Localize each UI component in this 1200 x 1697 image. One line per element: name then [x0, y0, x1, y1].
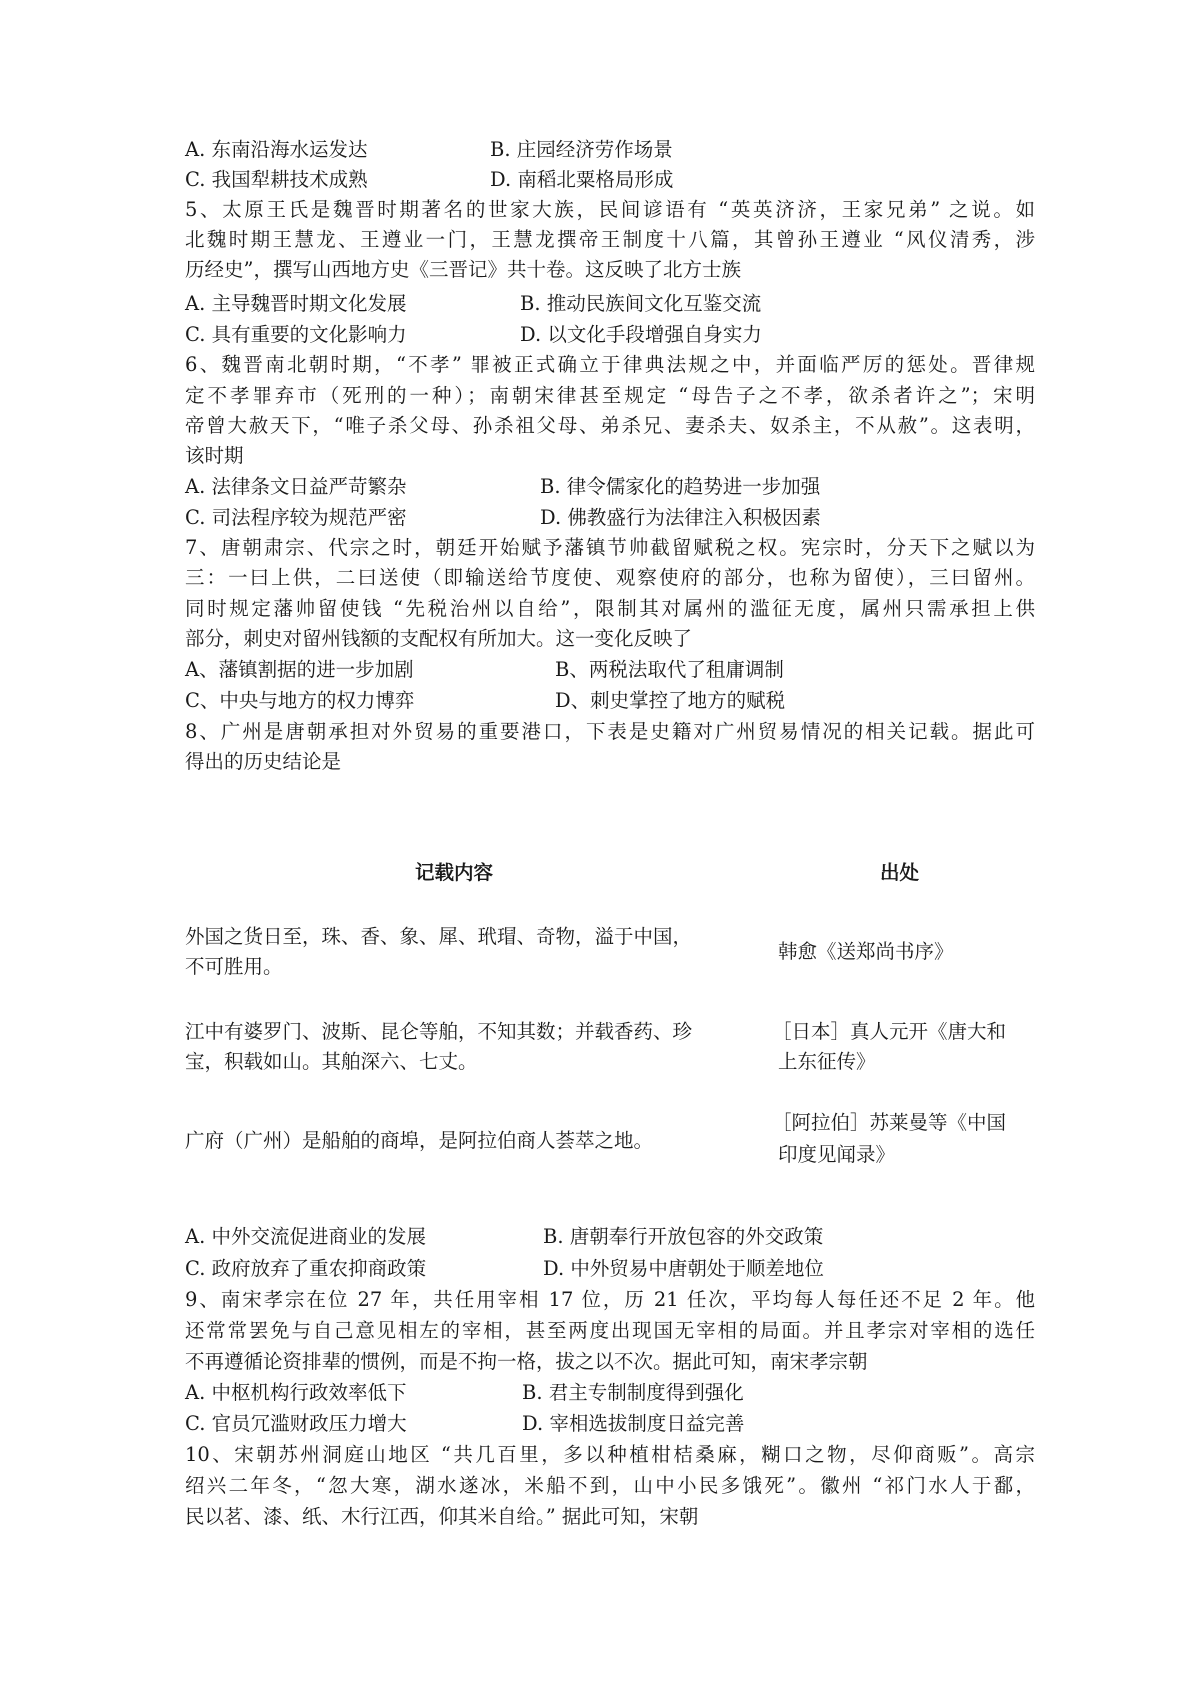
question-stem-line: 还常常罢免与自己意见相左的宰相，甚至两度出现国无宰相的局面。并且孝宗对宰相的选任 — [185, 1319, 1035, 1342]
question-stem-line: 7、唐朝肃宗、代宗之时，朝廷开始赋予藩镇节帅截留赋税之权。宪宗时，分天下之赋以为 — [185, 536, 1035, 559]
question-stem-line: 5、太原王氏是魏晋时期著名的世家大族，民间谚语有 “英英济济，王家兄弟” 之说。如 — [185, 198, 1035, 221]
option-c[interactable]: C. 我国犁耕技术成熟 — [185, 168, 368, 191]
record-content-line: 江中有婆罗门、波斯、昆仑等舶，不知其数；并载香药、珍 — [185, 1020, 693, 1043]
question-stem-line: 同时规定藩帅留使钱 “先税治州以自给”，限制其对属州的滥征无度，属州只需承担上供 — [185, 597, 1035, 620]
option-a[interactable]: A. 东南沿海水运发达 — [185, 138, 368, 161]
question-stem-line: 历经史”，撰写山西地方史《三晋记》共十卷。这反映了北方士族 — [185, 258, 741, 281]
option-d[interactable]: D、刺史掌控了地方的赋税 — [555, 689, 786, 712]
option-b[interactable]: B. 律令儒家化的趋势进一步加强 — [540, 475, 821, 498]
record-content-line: 宝，积载如山。其舶深六、七丈。 — [185, 1050, 478, 1073]
option-b[interactable]: B. 君主专制制度得到强化 — [522, 1381, 744, 1404]
table-header-source: 出处 — [880, 861, 920, 884]
question-stem-line: 10、宋朝苏州洞庭山地区 “共几百里，多以种植柑桔桑麻，糊口之物，尽仰商贩”。高宗 — [185, 1443, 1035, 1466]
question-stem-line: 绍兴二年冬，“忽大寒，湖水遂冰，米船不到，山中小民多饿死”。徽州 “祁门水人于鄱， — [185, 1474, 1035, 1497]
option-c[interactable]: C. 官员冗滥财政压力增大 — [185, 1412, 407, 1435]
option-a[interactable]: A. 中外交流促进商业的发展 — [185, 1225, 426, 1248]
record-content-line: 广府（广州）是船舶的商埠，是阿拉伯商人荟萃之地。 — [185, 1129, 654, 1152]
option-b[interactable]: B. 推动民族间文化互鉴交流 — [520, 292, 762, 315]
question-stem-line: 6、魏晋南北朝时期，“不孝” 罪被正式确立于律典法规之中，并面临严厉的惩处。晋律规 — [185, 353, 1035, 376]
option-a[interactable]: A. 法律条文日益严苛繁杂 — [185, 475, 407, 498]
option-a[interactable]: A、藩镇割据的进一步加剧 — [185, 658, 414, 681]
option-d[interactable]: D. 佛教盛行为法律注入积极因素 — [540, 506, 821, 529]
option-b[interactable]: B、两税法取代了租庸调制 — [555, 658, 784, 681]
question-stem-line: 不再遵循论资排辈的惯例，而是不拘一格，拔之以不次。据此可知，南宋孝宗朝 — [185, 1350, 868, 1373]
question-stem-line: 定不孝罪弃市（死刑的一种）；南朝宋律甚至规定 “母告子之不孝，欲杀者许之”；宋明 — [185, 384, 1035, 407]
option-b[interactable]: B. 唐朝奉行开放包容的外交政策 — [543, 1225, 824, 1248]
question-stem-line: 帝曾大赦天下，“唯子杀父母、孙杀祖父母、弟杀兄、妻杀夫、奴杀主，不从赦”。这表明， — [185, 414, 1035, 437]
option-c[interactable]: C. 司法程序较为规范严密 — [185, 506, 407, 529]
option-c[interactable]: C. 政府放弃了重农抑商政策 — [185, 1257, 427, 1280]
option-a[interactable]: A. 主导魏晋时期文化发展 — [185, 292, 407, 315]
question-stem-line: 部分，刺史对留州钱额的支配权有所加大。这一变化反映了 — [185, 627, 693, 650]
record-source-line: 印度见闻录》 — [778, 1143, 896, 1166]
option-b[interactable]: B. 庄园经济劳作场景 — [490, 138, 673, 161]
option-d[interactable]: D. 中外贸易中唐朝处于顺差地位 — [543, 1257, 824, 1280]
question-stem-line: 9、南宋孝宗在位 27 年，共任用宰相 17 位，历 21 任次，平均每人每任还不足 2 年。他 — [185, 1288, 1035, 1311]
record-source-line: 韩愈《送郑尚书序》 — [778, 940, 954, 963]
question-stem-line: 北魏时期王慧龙、王遵业一门，王慧龙撰帝王制度十八篇，其曾孙王遵业 “风仪清秀，涉 — [185, 228, 1035, 251]
record-content-line: 外国之货日至，珠、香、象、犀、玳瑁、奇物，溢于中国， — [185, 925, 693, 948]
option-c[interactable]: C. 具有重要的文化影响力 — [185, 323, 407, 346]
option-d[interactable]: D. 南稻北粟格局形成 — [490, 168, 674, 191]
question-stem-line: 三：一曰上供，二曰送使（即输送给节度使、观察使府的部分，也称为留使），三曰留州。 — [185, 566, 1035, 589]
option-d[interactable]: D. 宰相选拔制度日益完善 — [522, 1412, 745, 1435]
question-stem-line: 民以茗、漆、纸、木行江西，仰其米自给。” 据此可知，宋朝 — [185, 1505, 699, 1528]
question-stem-line: 8、广州是唐朝承担对外贸易的重要港口，下表是史籍对广州贸易情况的相关记载。据此可 — [185, 720, 1035, 743]
question-stem-line: 该时期 — [185, 444, 244, 467]
record-source-line: ［日本］真人元开《唐大和 — [772, 1020, 1007, 1043]
table-header-content: 记载内容 — [415, 861, 494, 884]
record-source-line: 上东征传》 — [778, 1050, 876, 1073]
option-c[interactable]: C、中央与地方的权力博弈 — [185, 689, 415, 712]
question-stem-line: 得出的历史结论是 — [185, 750, 342, 773]
record-source-line: ［阿拉伯］苏莱曼等《中国 — [772, 1111, 1007, 1134]
option-d[interactable]: D. 以文化手段增强自身实力 — [520, 323, 762, 346]
record-content-line: 不可胜用。 — [185, 955, 283, 978]
option-a[interactable]: A. 中枢机构行政效率低下 — [185, 1381, 407, 1404]
